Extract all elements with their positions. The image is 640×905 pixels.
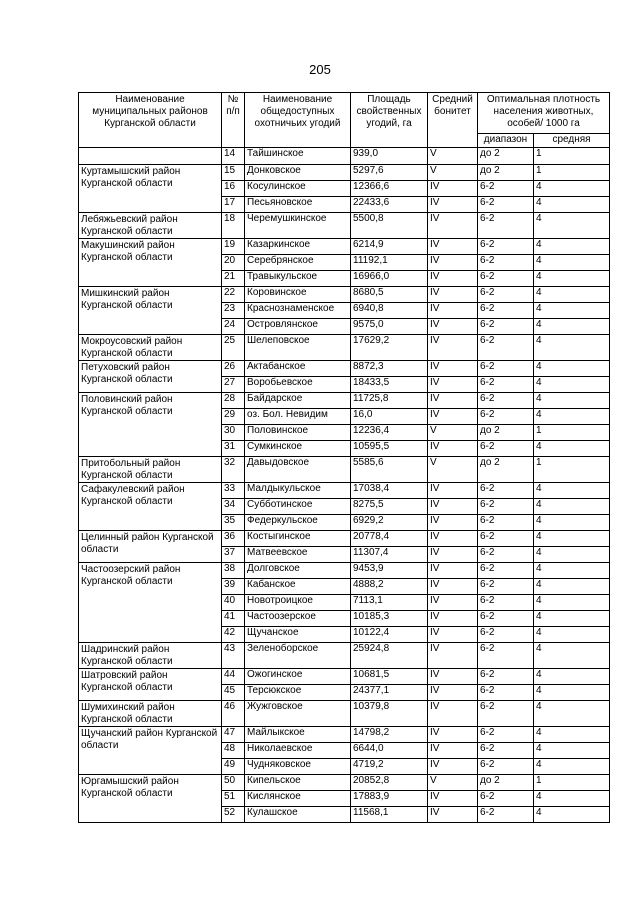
avg-cell: 4: [534, 239, 610, 255]
name-cell: Матвеевское: [245, 547, 351, 563]
avg-cell: 4: [534, 287, 610, 303]
bonitet-cell: IV: [428, 303, 478, 319]
header-density: Оптимальная плотность населения животных, особей/ 1000 га: [478, 93, 610, 134]
area-cell: 4719,2: [351, 759, 428, 775]
bonitet-cell: IV: [428, 239, 478, 255]
bonitet-cell: IV: [428, 319, 478, 335]
avg-cell: 1: [534, 775, 610, 791]
range-cell: 6-2: [478, 791, 534, 807]
range-cell: 6-2: [478, 393, 534, 409]
avg-cell: 4: [534, 499, 610, 515]
area-cell: 5297,6: [351, 165, 428, 181]
avg-cell: 1: [534, 165, 610, 181]
district-cell: Щучанский район Курганской области: [79, 727, 222, 775]
name-cell: Коровинское: [245, 287, 351, 303]
avg-cell: 4: [534, 213, 610, 239]
name-cell: Сумкинское: [245, 441, 351, 457]
table-row: [79, 287, 610, 303]
area-cell: 9453,9: [351, 563, 428, 579]
bonitet-cell: IV: [428, 271, 478, 287]
district-cell: Шатровский район Курганской области: [79, 669, 222, 701]
avg-cell: 4: [534, 611, 610, 627]
range-cell: 6-2: [478, 271, 534, 287]
avg-cell: 1: [534, 148, 610, 165]
bonitet-cell: V: [428, 165, 478, 181]
name-cell: Кислянское: [245, 791, 351, 807]
range-cell: 6-2: [478, 213, 534, 239]
table-row: [79, 483, 610, 499]
range-cell: 6-2: [478, 499, 534, 515]
bonitet-cell: V: [428, 457, 478, 483]
bonitet-cell: IV: [428, 611, 478, 627]
name-cell: Кипельское: [245, 775, 351, 791]
avg-cell: 4: [534, 531, 610, 547]
num-cell: 50: [222, 775, 245, 791]
bonitet-cell: IV: [428, 335, 478, 361]
name-cell: Костыгинское: [245, 531, 351, 547]
range-cell: 6-2: [478, 579, 534, 595]
name-cell: Давыдовское: [245, 457, 351, 483]
name-cell: Субботинское: [245, 499, 351, 515]
bonitet-cell: IV: [428, 483, 478, 499]
num-cell: 52: [222, 807, 245, 823]
num-cell: 39: [222, 579, 245, 595]
bonitet-cell: IV: [428, 377, 478, 393]
table-row: [79, 563, 610, 579]
district-cell: Петуховский район Курганской области: [79, 361, 222, 393]
table-row: [79, 213, 610, 239]
num-cell: 38: [222, 563, 245, 579]
name-cell: Актабанское: [245, 361, 351, 377]
area-cell: 14798,2: [351, 727, 428, 743]
num-cell: 51: [222, 791, 245, 807]
table-row: [79, 531, 610, 547]
avg-cell: 4: [534, 579, 610, 595]
bonitet-cell: IV: [428, 213, 478, 239]
avg-cell: 4: [534, 627, 610, 643]
header-area: Площадь свойственных угодий, га: [351, 93, 428, 148]
avg-cell: 4: [534, 255, 610, 271]
area-cell: 22433,6: [351, 197, 428, 213]
range-cell: 6-2: [478, 563, 534, 579]
num-cell: 44: [222, 669, 245, 685]
area-cell: 20778,4: [351, 531, 428, 547]
district-cell: Лебяжьевский район Курганской области: [79, 213, 222, 239]
range-cell: до 2: [478, 457, 534, 483]
name-cell: Шелеповское: [245, 335, 351, 361]
num-cell: 16: [222, 181, 245, 197]
area-cell: 16966,0: [351, 271, 428, 287]
num-cell: 47: [222, 727, 245, 743]
range-cell: 6-2: [478, 611, 534, 627]
area-cell: 6644,0: [351, 743, 428, 759]
num-cell: 22: [222, 287, 245, 303]
district-cell: Целинный район Курганской области: [79, 531, 222, 563]
table-row: [79, 393, 610, 409]
num-cell: 43: [222, 643, 245, 669]
name-cell: Николаевское: [245, 743, 351, 759]
range-cell: 6-2: [478, 643, 534, 669]
name-cell: Тайшинское: [245, 148, 351, 165]
range-cell: 6-2: [478, 759, 534, 775]
avg-cell: 4: [534, 361, 610, 377]
range-cell: 6-2: [478, 239, 534, 255]
bonitet-cell: IV: [428, 685, 478, 701]
table-row: [79, 775, 610, 791]
num-cell: 17: [222, 197, 245, 213]
bonitet-cell: IV: [428, 759, 478, 775]
avg-cell: 4: [534, 271, 610, 287]
bonitet-cell: IV: [428, 643, 478, 669]
num-cell: 35: [222, 515, 245, 531]
name-cell: Частоозерское: [245, 611, 351, 627]
avg-cell: 4: [534, 377, 610, 393]
avg-cell: 4: [534, 197, 610, 213]
num-cell: 36: [222, 531, 245, 547]
area-cell: 6929,2: [351, 515, 428, 531]
avg-cell: 1: [534, 457, 610, 483]
avg-cell: 4: [534, 595, 610, 611]
range-cell: 6-2: [478, 515, 534, 531]
area-cell: 18433,5: [351, 377, 428, 393]
area-cell: 10595,5: [351, 441, 428, 457]
num-cell: 24: [222, 319, 245, 335]
num-cell: 23: [222, 303, 245, 319]
area-cell: 11192,1: [351, 255, 428, 271]
name-cell: Травыкульское: [245, 271, 351, 287]
name-cell: Майлыкское: [245, 727, 351, 743]
range-cell: 6-2: [478, 441, 534, 457]
range-cell: 6-2: [478, 483, 534, 499]
avg-cell: 4: [534, 669, 610, 685]
table-row: [79, 669, 610, 685]
num-cell: 30: [222, 425, 245, 441]
range-cell: 6-2: [478, 335, 534, 361]
avg-cell: 4: [534, 335, 610, 361]
district-cell: Мокроусовский район Курганской области: [79, 335, 222, 361]
avg-cell: 4: [534, 409, 610, 425]
bonitet-cell: IV: [428, 727, 478, 743]
name-cell: Донковское: [245, 165, 351, 181]
district-cell: Юргамышский район Курганской области: [79, 775, 222, 823]
name-cell: Новотроицкое: [245, 595, 351, 611]
area-cell: 17629,2: [351, 335, 428, 361]
area-cell: 17038,4: [351, 483, 428, 499]
num-cell: 37: [222, 547, 245, 563]
range-cell: 6-2: [478, 807, 534, 823]
range-cell: 6-2: [478, 409, 534, 425]
num-cell: 26: [222, 361, 245, 377]
avg-cell: 4: [534, 807, 610, 823]
table-row: [79, 165, 610, 181]
header-name: Наименование общедоступных охотничьих угодий: [245, 93, 351, 148]
table-row: [79, 643, 610, 669]
header-num: № п/п: [222, 93, 245, 148]
avg-cell: 4: [534, 685, 610, 701]
table-row: [79, 335, 610, 361]
area-cell: 6214,9: [351, 239, 428, 255]
range-cell: 6-2: [478, 743, 534, 759]
district-cell: Мишкинский район Курганской области: [79, 287, 222, 335]
num-cell: 48: [222, 743, 245, 759]
range-cell: 6-2: [478, 377, 534, 393]
avg-cell: 4: [534, 441, 610, 457]
bonitet-cell: IV: [428, 701, 478, 727]
district-cell: Притобольный район Курганской области: [79, 457, 222, 483]
table-row: [79, 148, 610, 165]
header-district: Наименование муниципальных районов Курганской области: [79, 93, 222, 148]
name-cell: Черемушкинское: [245, 213, 351, 239]
bonitet-cell: IV: [428, 361, 478, 377]
name-cell: Жужговское: [245, 701, 351, 727]
bonitet-cell: IV: [428, 441, 478, 457]
bonitet-cell: IV: [428, 743, 478, 759]
area-cell: 4888,2: [351, 579, 428, 595]
bonitet-cell: V: [428, 148, 478, 165]
range-cell: 6-2: [478, 197, 534, 213]
range-cell: до 2: [478, 148, 534, 165]
area-cell: 10122,4: [351, 627, 428, 643]
table-row: [79, 457, 610, 483]
area-cell: 12236,4: [351, 425, 428, 441]
bonitet-cell: IV: [428, 287, 478, 303]
avg-cell: 4: [534, 515, 610, 531]
range-cell: до 2: [478, 425, 534, 441]
district-cell: Частоозерский район Курганской области: [79, 563, 222, 643]
name-cell: Косулинское: [245, 181, 351, 197]
bonitet-cell: IV: [428, 595, 478, 611]
bonitet-cell: IV: [428, 807, 478, 823]
bonitet-cell: IV: [428, 255, 478, 271]
num-cell: 20: [222, 255, 245, 271]
num-cell: 27: [222, 377, 245, 393]
name-cell: Кабанское: [245, 579, 351, 595]
bonitet-cell: IV: [428, 547, 478, 563]
avg-cell: 4: [534, 181, 610, 197]
district-cell: Шумихинский район Курганской области: [79, 701, 222, 727]
table-row: [79, 701, 610, 727]
name-cell: Федеркульское: [245, 515, 351, 531]
avg-cell: 4: [534, 759, 610, 775]
avg-cell: 4: [534, 393, 610, 409]
bonitet-cell: IV: [428, 393, 478, 409]
bonitet-cell: IV: [428, 181, 478, 197]
range-cell: 6-2: [478, 669, 534, 685]
bonitet-cell: V: [428, 775, 478, 791]
bonitet-cell: IV: [428, 531, 478, 547]
num-cell: 42: [222, 627, 245, 643]
area-cell: 8275,5: [351, 499, 428, 515]
name-cell: Песьяновское: [245, 197, 351, 213]
hunting-grounds-table: [78, 92, 610, 823]
table-row: [79, 727, 610, 743]
bonitet-cell: IV: [428, 409, 478, 425]
name-cell: Долговское: [245, 563, 351, 579]
area-cell: 20852,8: [351, 775, 428, 791]
area-cell: 25924,8: [351, 643, 428, 669]
bonitet-cell: IV: [428, 579, 478, 595]
bonitet-cell: IV: [428, 515, 478, 531]
avg-cell: 4: [534, 547, 610, 563]
range-cell: 6-2: [478, 547, 534, 563]
district-cell: Шадринский район Курганской области: [79, 643, 222, 669]
num-cell: 49: [222, 759, 245, 775]
name-cell: Ожогинское: [245, 669, 351, 685]
num-cell: 14: [222, 148, 245, 165]
area-cell: 8872,3: [351, 361, 428, 377]
num-cell: 32: [222, 457, 245, 483]
area-cell: 11307,4: [351, 547, 428, 563]
name-cell: Воробьевское: [245, 377, 351, 393]
num-cell: 33: [222, 483, 245, 499]
avg-cell: 4: [534, 483, 610, 499]
name-cell: Терсюкское: [245, 685, 351, 701]
num-cell: 34: [222, 499, 245, 515]
num-cell: 25: [222, 335, 245, 361]
num-cell: 15: [222, 165, 245, 181]
range-cell: 6-2: [478, 531, 534, 547]
table-row: [79, 361, 610, 377]
name-cell: Островлянское: [245, 319, 351, 335]
district-cell: [79, 148, 222, 165]
avg-cell: 1: [534, 425, 610, 441]
header-range: диапазон: [478, 134, 534, 148]
bonitet-cell: IV: [428, 627, 478, 643]
area-cell: 7113,1: [351, 595, 428, 611]
name-cell: Казаркинское: [245, 239, 351, 255]
header-bonitet: Средний бонитет: [428, 93, 478, 148]
bonitet-cell: IV: [428, 499, 478, 515]
area-cell: 5500,8: [351, 213, 428, 239]
area-cell: 10379,8: [351, 701, 428, 727]
name-cell: Чудняковское: [245, 759, 351, 775]
name-cell: Байдарское: [245, 393, 351, 409]
num-cell: 18: [222, 213, 245, 239]
area-cell: 11568,1: [351, 807, 428, 823]
area-cell: 5585,6: [351, 457, 428, 483]
range-cell: 6-2: [478, 287, 534, 303]
bonitet-cell: IV: [428, 197, 478, 213]
num-cell: 28: [222, 393, 245, 409]
area-cell: 6940,8: [351, 303, 428, 319]
name-cell: Зеленоборское: [245, 643, 351, 669]
area-cell: 11725,8: [351, 393, 428, 409]
area-cell: 939,0: [351, 148, 428, 165]
range-cell: 6-2: [478, 181, 534, 197]
num-cell: 40: [222, 595, 245, 611]
area-cell: 24377,1: [351, 685, 428, 701]
bonitet-cell: IV: [428, 669, 478, 685]
page-number: 205: [309, 62, 331, 77]
area-cell: 10681,5: [351, 669, 428, 685]
name-cell: Малдыкульское: [245, 483, 351, 499]
range-cell: 6-2: [478, 319, 534, 335]
range-cell: 6-2: [478, 701, 534, 727]
table-body: [79, 148, 610, 823]
num-cell: 21: [222, 271, 245, 287]
range-cell: 6-2: [478, 727, 534, 743]
name-cell: Серебрянское: [245, 255, 351, 271]
num-cell: 29: [222, 409, 245, 425]
name-cell: Щучанское: [245, 627, 351, 643]
avg-cell: 4: [534, 701, 610, 727]
header-avg: средняя: [534, 134, 610, 148]
name-cell: Кулашское: [245, 807, 351, 823]
district-cell: Половинский район Курганской области: [79, 393, 222, 457]
num-cell: 19: [222, 239, 245, 255]
district-cell: Куртамышский район Курганской области: [79, 165, 222, 213]
bonitet-cell: V: [428, 425, 478, 441]
range-cell: до 2: [478, 165, 534, 181]
range-cell: 6-2: [478, 627, 534, 643]
avg-cell: 4: [534, 743, 610, 759]
avg-cell: 4: [534, 319, 610, 335]
area-cell: 8680,5: [351, 287, 428, 303]
range-cell: 6-2: [478, 685, 534, 701]
range-cell: 6-2: [478, 361, 534, 377]
district-cell: Сафакулевский район Курганской области: [79, 483, 222, 531]
avg-cell: 4: [534, 727, 610, 743]
avg-cell: 4: [534, 791, 610, 807]
area-cell: 9575,0: [351, 319, 428, 335]
range-cell: 6-2: [478, 595, 534, 611]
name-cell: Краснознаменское: [245, 303, 351, 319]
area-cell: 17883,9: [351, 791, 428, 807]
district-cell: Макушинский район Курганской области: [79, 239, 222, 287]
area-cell: 16,0: [351, 409, 428, 425]
avg-cell: 4: [534, 303, 610, 319]
table-row: [79, 239, 610, 255]
num-cell: 46: [222, 701, 245, 727]
num-cell: 45: [222, 685, 245, 701]
num-cell: 31: [222, 441, 245, 457]
name-cell: оз. Бол. Невидим: [245, 409, 351, 425]
range-cell: до 2: [478, 775, 534, 791]
bonitet-cell: IV: [428, 563, 478, 579]
avg-cell: 4: [534, 563, 610, 579]
range-cell: 6-2: [478, 303, 534, 319]
area-cell: 12366,6: [351, 181, 428, 197]
area-cell: 10185,3: [351, 611, 428, 627]
name-cell: Половинское: [245, 425, 351, 441]
num-cell: 41: [222, 611, 245, 627]
avg-cell: 4: [534, 643, 610, 669]
range-cell: 6-2: [478, 255, 534, 271]
bonitet-cell: IV: [428, 791, 478, 807]
